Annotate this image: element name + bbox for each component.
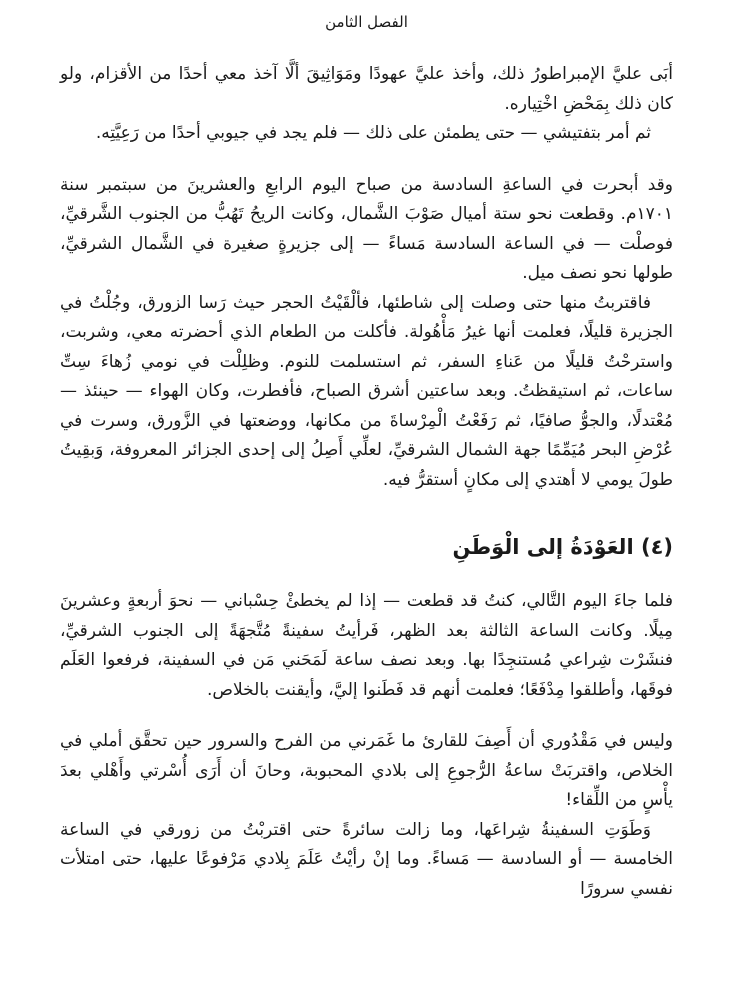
- paragraph-emperor-refusal: أبَى عليَّ الإمبراطورُ ذلك، وأخذ عليَّ عهودًا ومَوَاثِيقَ ألَّا آخذ معي أحدًا من الأقزام، ولو كان ذلك بِمَحْضِ اخْتِياره.: [60, 64, 673, 114]
- paragraph-joy: وليس في مَقْدُوري أن أَصِفَ للقارئ ما غَمَرني من الفرح والسرور حين تحقَّق أملي في الخلاص، واقتربَتْ ساعةُ الرُّجوعِ إلى بلادي المحبوبة، وحانَ أن أَرَى أُسْرتي وأَهْلي بعدَ يأْسٍ من اللِّقاء!: [60, 731, 673, 810]
- paragraph-spacer: [60, 705, 673, 727]
- section-spacer: [60, 495, 673, 529]
- paragraph-sail-lowered: وَطَوَتِ السفينةُ شِراعَها، وما زالت سائرةً حتى اقتربْتُ من زورقي في الساعة الخامسة — أو السادسة — مَساءً. وما إنْ رأيْتُ عَلَمَ بِلادي مَرْفوعًا عليها، حتى امتلأت نفسي سرورًا: [60, 819, 673, 899]
- chapter-running-head: الفصل الثامن: [325, 13, 408, 31]
- paragraph-spacer: [60, 149, 673, 171]
- paragraph-island: فاقتربتُ منها حتى وصلت إلى شاطئها، فألْقَيْتُ الحجر حيث رَسا الزورق، وجُلْتُ في الجزيرة قليلًا، فعلمت أنها غيرُ مَأْهُولة. فأكلت من الطعام الذي أحضرته معي، وشربت، واسترحْتُ قليلًا من عَناءِ السفر، ثم استسلمت للنوم. وظلِلْت في نومي زُهاءَ سِتِّ ساعات، ثم استيقظتُ. وبعد ساعتين أشرق الصباح، فأفطرت، وكان الهواء — حينئذ — مُعْتدلًا، والجوُّ صافيًا، ثم رَفَعْتُ الْمِرْساةَ من مكانها، ووضعتها في الزَّورق، وسرت في عُرْضِ البحر مُيَمِّمًا جهة الشمال الشرقيِّ، لعلِّي أَصِلُ إلى إحدى الجزائر المعروفة، وَبقِيتُ طولَ يومي لا أهتدي إلى مكانٍ أستقرُّ فيه.: [60, 292, 673, 490]
- section-heading: (٤) العَوْدَةُ إلى الْوَطَنِ: [452, 535, 673, 559]
- paragraph-inspection: ثم أمر بتفتيشي — حتى يطمئن على ذلك — فلم يجد في جيوبي أحدًا من رَعِيَّتِه.: [95, 123, 651, 143]
- heading-spacer: [60, 565, 673, 587]
- page-body: [60, 60, 673, 904]
- paragraph-departure: وقد أبحرت في الساعةِ السادسة من صباح اليوم الرابعِ والعشرينَ من سبتمبر سنة ١٧٠١م. وقطعت نحو ستة أميال صَوْبَ الشَّمال، وكانت الريحُ تَهُبُّ من الجنوب الشَّرقيِّ، فوصلْت — في الساعة السادسة مَساءً — إلى جزيرةٍ صغيرة في الشَّمال الشرقيِّ، طولها نحو نصف ميل.: [60, 174, 673, 283]
- paragraph-ship-sighted: فلما جاءَ اليوم التَّالي، كنتُ قد قطعت — إذا لم يخطئْ حِسْباني — نحوَ أربعةٍ وعشرينَ مِيلًا. وكانت الساعة الثالثة بعد الظهر، فَرأيتُ سفينةً مُتَّجهَةً إلى الجنوب الشرقيِّ، فنشَرْت شِراعي مُستنجِدًا بها. وبعد نصف ساعة لَمَحَني مَن في السفينة، فرفعوا العَلَم فوقَها، وأطلقوا مِدْفَعًا؛ فعلمت أنهم قد فَطَنوا إليَّ، وأيقنت بالخلاص.: [60, 591, 673, 700]
- book-page: [60, 0, 673, 1000]
